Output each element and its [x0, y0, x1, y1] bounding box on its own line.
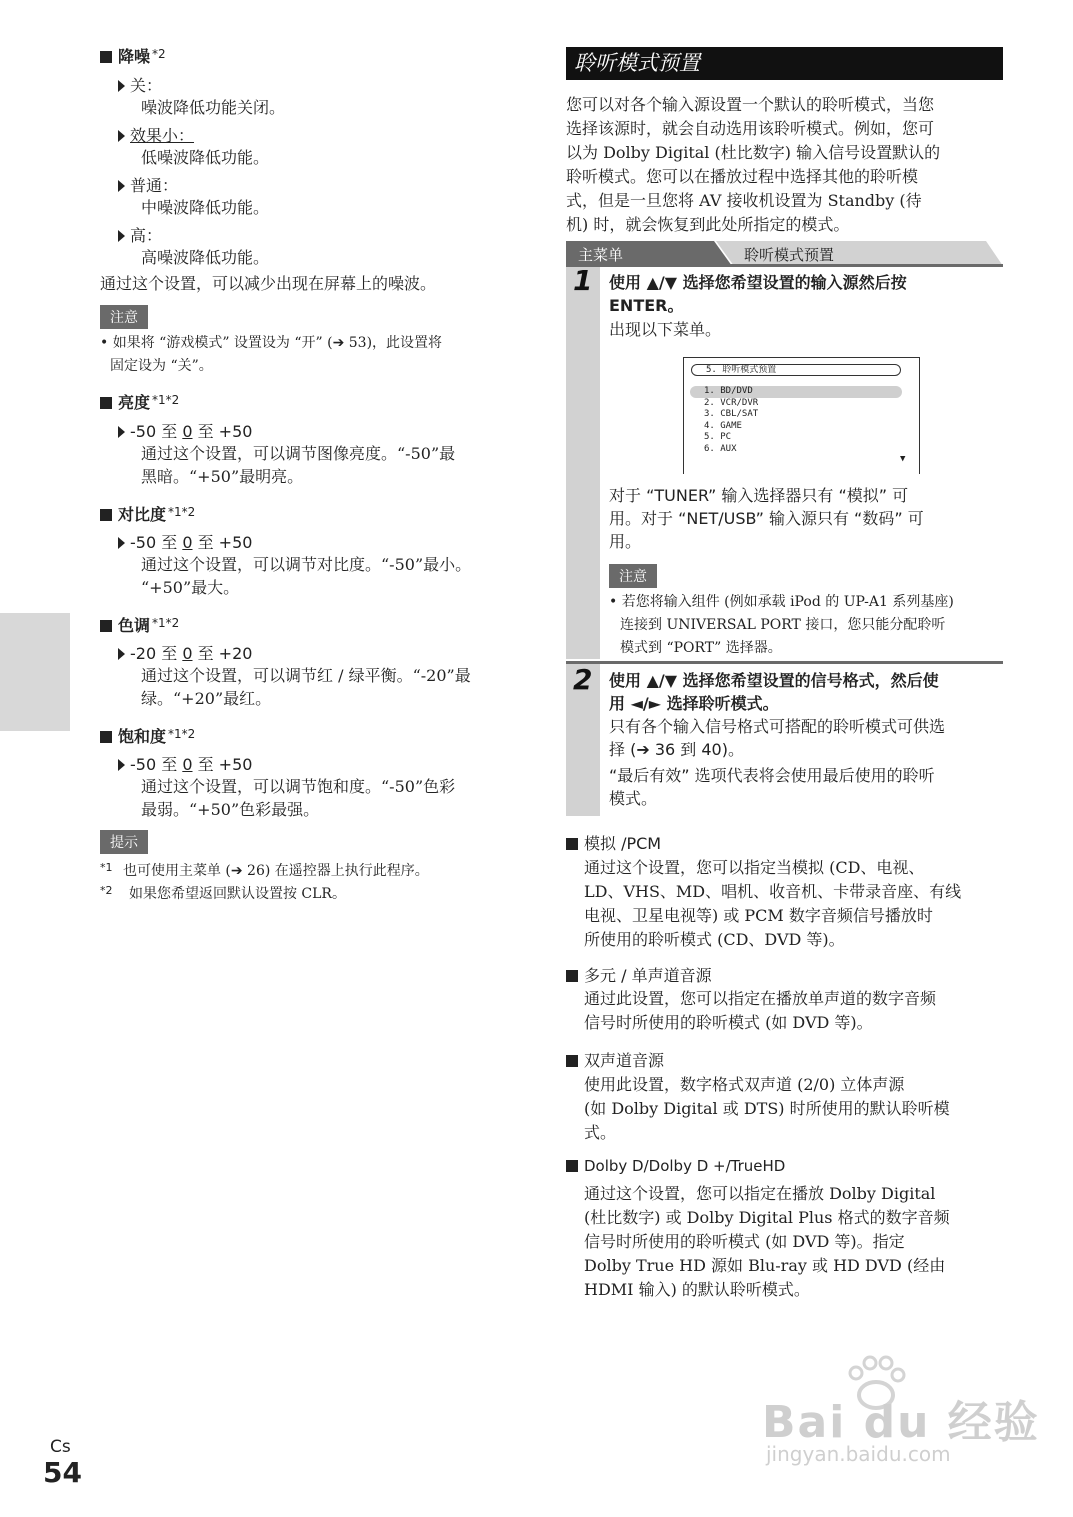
- intro-line: 您可以对各个输入源设置一个默认的聆听模式，当您: [566, 95, 935, 114]
- page-number: 54: [43, 1456, 82, 1489]
- dolby-line: (杜比数字) 或 Dolby Digital Plus 格式的数字音频: [584, 1208, 950, 1227]
- noise-opt-mid-desc: 中噪波降低功能。: [141, 198, 270, 217]
- analog-line: 电视、卫星电视等) 或 PCM 数字音频信号播放时: [584, 906, 933, 925]
- intro-line: 选择该源时，就会自动选用该聆听模式。例如，您可: [566, 119, 935, 138]
- menu-screen-item[interactable]: 4. GAME: [704, 421, 742, 431]
- step-2-body-2: 择 (➔ 36 到 40)。: [609, 740, 744, 759]
- analog-heading: 模拟 /PCM: [566, 831, 661, 854]
- menu-screen-item[interactable]: 5. PC: [704, 432, 732, 442]
- step-2-body-1: 只有各个输入信号格式可搭配的聆听模式可供选: [609, 717, 946, 736]
- menu-screen-item[interactable]: 1. BD/DVD: [690, 386, 902, 398]
- menu-screen-item[interactable]: 3. CBL/SAT: [704, 409, 759, 419]
- analog-line: 所使用的聆听模式 (CD、DVD 等)。: [584, 930, 845, 949]
- contrast-desc-1: 通过这个设置，可以调节对比度。“-50”最小。: [141, 555, 472, 574]
- step-1-column: [566, 267, 600, 659]
- intro-paragraph: [566, 93, 1006, 237]
- step-2-number: 2: [573, 663, 593, 696]
- note-label: 注意: [100, 305, 148, 329]
- noise-opt-low-desc: 低噪波降低功能。: [141, 148, 270, 167]
- contrast-range: -50 至 0 至 +50: [118, 530, 252, 553]
- step-1-note-2: 连接到 UNIVERSAL PORT 接口，您只能分配聆听: [620, 617, 946, 633]
- section-title: 聆听模式预置: [566, 47, 1003, 80]
- hue-desc-2: 绿。“+20”最红。: [141, 689, 272, 708]
- menu-path-sub: 聆听模式预置: [744, 246, 835, 264]
- dual-line: 使用此设置，数字格式双声道 (2/0) 立体声源: [584, 1075, 905, 1094]
- hue-heading: 色调 $^{*1*2}$: [100, 613, 179, 636]
- side-tab: [0, 613, 70, 731]
- intro-line: 式，但是一旦您将 AV 接收机设置为 Standby (待: [566, 191, 922, 210]
- dolby-line: HDMI 输入) 的默认聆听模式。: [584, 1280, 810, 1299]
- dual-line: 式。: [584, 1123, 617, 1142]
- step-1-line-1: 使用 ▲/▼ 选择您希望设置的输入源然后按: [609, 273, 907, 292]
- analog-desc: [584, 856, 961, 952]
- dolby-line: Dolby True HD 源如 Blu-ray 或 HD DVD (经由: [584, 1256, 946, 1275]
- page-lang: Cs: [50, 1437, 71, 1457]
- dual-line: (如 Dolby Digital 或 DTS) 时所使用的默认聆听模: [584, 1099, 950, 1118]
- brightness-desc-2: 黑暗。“+50”最明亮。: [141, 467, 304, 486]
- step-1-after-2: 用。对于 “NET/USB” 输入源只有 “数码” 可: [609, 509, 924, 528]
- noise-opt-mid: 普通：: [118, 173, 178, 196]
- step-1-after-1: 对于 “TUNER” 输入选择器只有 “模拟” 可: [609, 486, 909, 505]
- analog-line: 通过这个设置，您可以指定当模拟 (CD、电视、: [584, 858, 925, 877]
- menu-screen-item[interactable]: 6. AUX: [704, 444, 737, 454]
- step-2-body-4: 模式。: [609, 789, 658, 808]
- step-1-note-1: • 若您将输入组件 (例如承载 iPod 的 UP-A1 系列基座): [609, 594, 954, 610]
- mono-desc: [584, 987, 936, 1035]
- menu-screen-title: 5. 聆听模式预置: [691, 364, 901, 376]
- footnote-1: $^{*1}$ 也可使用主菜单 (➔ 26) 在遥控器上执行此程序。: [100, 861, 429, 879]
- noise-heading: 降噪 $^{*2}$: [100, 44, 166, 67]
- saturation-heading: 饱和度 $^{*1*2}$: [100, 724, 195, 747]
- dual-heading: 双声道音源: [566, 1048, 664, 1071]
- noise-opt-off: 关：: [118, 73, 162, 96]
- footnote-2: $^{*2}$ 如果您希望返回默认设置按 CLR。: [100, 884, 346, 902]
- step-2-line-1: 使用 ▲/▼ 选择您希望设置的信号格式，然后使: [609, 671, 939, 690]
- menu-screen-item[interactable]: 2. VCR/DVR: [704, 398, 759, 408]
- saturation-range: -50 至 0 至 +50: [118, 752, 252, 775]
- noise-opt-high-desc: 高噪波降低功能。: [141, 248, 270, 267]
- mono-line: 通过此设置，您可以指定在播放单声道的数字音频: [584, 989, 937, 1008]
- menu-path-main: 主菜单: [578, 246, 624, 264]
- step-1-line-3: 出现以下菜单。: [609, 320, 722, 339]
- saturation-desc-2: 最弱。“+50”色彩最强。: [141, 800, 320, 819]
- step-1-line-2: ENTER。: [609, 296, 684, 315]
- hue-range: -20 至 0 至 +20: [118, 641, 252, 664]
- intro-line: 以为 Dolby Digital (杜比数字) 输入信号设置默认的: [566, 143, 941, 162]
- analog-line: LD、VHS、MD、唱机、收音机、卡带录音座、有线: [584, 882, 962, 901]
- intro-line: 机) 时，就会恢复到此处所指定的模式。: [566, 215, 850, 234]
- noise-opt-high: 高：: [118, 223, 162, 246]
- dolby-line: 信号时所使用的聆听模式 (如 DVD 等)。指定: [584, 1232, 905, 1251]
- tip-label: 提示: [100, 830, 148, 854]
- mono-heading: 多元 / 单声道音源: [566, 963, 712, 986]
- contrast-desc-2: “+50”最大。: [141, 578, 240, 597]
- noise-opt-off-desc: 噪波降低功能关闭。: [141, 98, 286, 117]
- saturation-desc-1: 通过这个设置，可以调节饱和度。“-50”色彩: [141, 777, 456, 796]
- brightness-desc-1: 通过这个设置，可以调节图像亮度。“-50”最: [141, 444, 456, 463]
- step-1-note-label: 注意: [609, 564, 657, 588]
- noise-opt-low: 效果小：: [118, 123, 194, 146]
- note-line-2: 固定设为 “关”。: [110, 358, 213, 374]
- step-1-note-3: 模式到 “PORT” 选择器。: [620, 640, 782, 656]
- step-1-after-3: 用。: [609, 532, 642, 551]
- watermark-brand: Bai du 经验: [762, 1397, 1040, 1448]
- step-divider: [566, 661, 1003, 664]
- mono-line: 信号时所使用的聆听模式 (如 DVD 等)。: [584, 1013, 873, 1032]
- brightness-heading: 亮度 $^{*1*2}$: [100, 390, 179, 413]
- dolby-heading: Dolby D/Dolby D +/TrueHD: [566, 1157, 785, 1175]
- scroll-down-icon: ▼: [900, 454, 906, 464]
- contrast-heading: 对比度 $^{*1*2}$: [100, 502, 195, 525]
- step-2-body-3: “最后有效” 选项代表将会使用最后使用的聆听: [609, 766, 935, 785]
- noise-summary: 通过这个设置，可以减少出现在屏幕上的噪波。: [100, 274, 437, 293]
- note-line-1: • 如果将 “游戏模式” 设置设为 “开” (➔ 53)，此设置将: [100, 335, 443, 351]
- dolby-desc: [584, 1182, 950, 1302]
- watermark-url: jingyan.baidu.com: [766, 1442, 951, 1466]
- brightness-range: -50 至 0 至 +50: [118, 419, 252, 442]
- dual-desc: [584, 1073, 950, 1145]
- menu-screen: [683, 357, 920, 474]
- intro-line: 聆听模式。您可以在播放过程中选择其他的聆听模: [566, 167, 919, 186]
- hue-desc-1: 通过这个设置，可以调节红 / 绿平衡。“-20”最: [141, 666, 471, 685]
- dolby-line: 通过这个设置，您可以指定在播放 Dolby Digital: [584, 1184, 936, 1203]
- step-1-number: 1: [573, 264, 593, 297]
- step-2-line-2: 用 ◄/► 选择聆听模式。: [609, 694, 779, 713]
